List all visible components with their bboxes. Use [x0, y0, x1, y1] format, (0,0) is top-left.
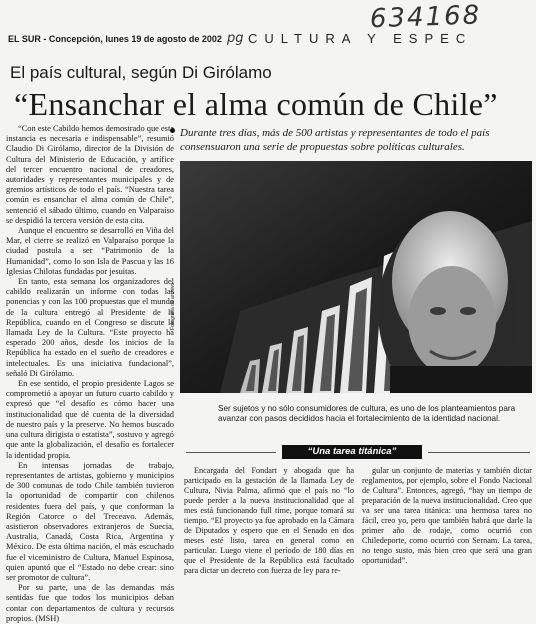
article-photo	[180, 161, 532, 393]
sidebar-subhead: “Una tarea titánica”	[282, 445, 422, 459]
photo-image	[180, 161, 532, 393]
page-mark: pg	[227, 31, 244, 46]
article-body-left-column	[6, 124, 174, 624]
body-paragraph: gular un conjunto de materias y también dictar reglamentos, por ejemplo, sobre el Fondo Nacional de Cultura”. Entonces, agregó, “hay un tiempo de preparación de la nueva institucionalidad. Creo que va ser una tarea titánica: una hermosa tarea no fácil, creo yo, pero que también habrá que darle la primer año de rodaje, como ocurrió con Chiledeporte, como ocurrió con Sernam. La tarea, no tengo susto, más bien creo que será una gran oportunidad”.	[362, 466, 532, 565]
sidebar-body-column-1	[184, 466, 354, 576]
photo-caption: Ser sujetos y no sólo consumidores de cultura, es uno de los planteamientos para avanzar con pasos decididos hacia el fortalecimiento de la identidad nacional.	[218, 404, 516, 423]
body-paragraph: “Con este Cabildo hemos demostrado que esta instancia es necesaria e indispensable”, resumió Claudio Di Girólamo, director de la División de Cultura del Ministerio de Educación, y artífice del tercer encuentro nacional de creadores, autoridades y representantes municipales y de gremios artísticos de todo el país. “Nuestra tarea común es ensanchar el alma común de Chile”, sentenció el sábado último, cuando en Valparaíso se despidió la tercera versión de esta cita.	[6, 124, 174, 225]
masthead-text: EL SUR - Concepción, lunes 19 de agosto de 2002	[8, 34, 222, 44]
body-paragraph: En intensas jornadas de trabajo, representantes de artistas, gobierno y municipios de 300 comunas de todo Chile también tuvieron la oportunidad de compartir con chilenos residentes fuera del país, y que conforman la Región Catorce o del Treceavo. Además, asistieron observadores extranjeros de Suecia, Australia, Canadá, Costa Rica, Argentina y México. De esta última nación, el más escuchado fue el viceministro de Cultura, Manuel Espinosa, quien apuntó que el “Estado no debe crear: sino ser promotor de cultura”.	[6, 460, 174, 582]
deck-text: Durante tres días, más de 500 artistas y representantes de todo el país consensuaron una serie de propuestas sobre políticas culturales.	[180, 127, 490, 153]
body-paragraph: Encargada del Fondart y abogada que ha participado en la gestación de la llamada Ley de Cultura, Nivia Palma, afirmó que el país no “lo puede perder a la nueva institucionalidad que al mes está funcionando full time, porque tomará su tiempo. “El proyecto ya fue aprobado en la Cámara de Diputados y espero que en el Senado en dos meses esté listo, tarea en general como en particular. Luego viene el período de 180 días en que el Presidente de la República está facultado para dictar un decreto con fuerza de ley para re-	[184, 466, 354, 575]
handwritten-archive-number: 634168	[369, 0, 482, 35]
article-headline: “Ensanchar el alma común de Chile”	[14, 86, 498, 122]
sidebar-body-column-2	[362, 466, 532, 566]
body-paragraph: En ese sentido, el propio presidente Lagos se comprometió a apoyar un futuro cuarto cabildo y expresó que “el desafío es cómo hacer una institucionalidad que dé cuenta de la diversidad de nuestro país y la preserve. No hemos buscado una cultura dirigista o estatista”, sostuvo y agregó que ante la globalización, el desafío es fortalecer la identidad propia.	[6, 379, 174, 460]
divider	[428, 452, 530, 453]
body-paragraph: Aunque el encuentro se desarrolló en Viña del Mar, el cierre se realizó en Valparaíso porque la ciudad postula a ser “Patrimonio de la Humanidad”, como lo son Isla de Pascua y las 16 Iglesias Chilotas fundadas por jesuitas.	[6, 226, 174, 276]
body-paragraph: Por su parte, una de las demandas más sentidas fue que todos los municipios deban contar con departamentos de cultura y recursos propios. (MSH)	[6, 583, 174, 623]
divider	[186, 452, 276, 453]
body-paragraph: En tanto, esta semana los organizadores del cabildo realizarán un informe con todas las ponencias y con las 100 propuestas que el mundo de la cultura entregó al Presidente de la República, cuando en el Congreso se discute la llamada Ley de la Cultura. “Este proyecto ha esperado 200 años, desde los inicios de la República ha estado en el sueño de creadores e intelectuales. Es una iniciativa fundacional”, señaló Di Girólamo.	[6, 277, 174, 378]
section-title: CULTURA Y ESPEC	[248, 31, 473, 46]
article-deck	[180, 126, 530, 154]
article-kicker: El país cultural, según Di Girólamo	[10, 63, 272, 82]
photo-credit: Fotografía de archivo	[170, 282, 176, 330]
